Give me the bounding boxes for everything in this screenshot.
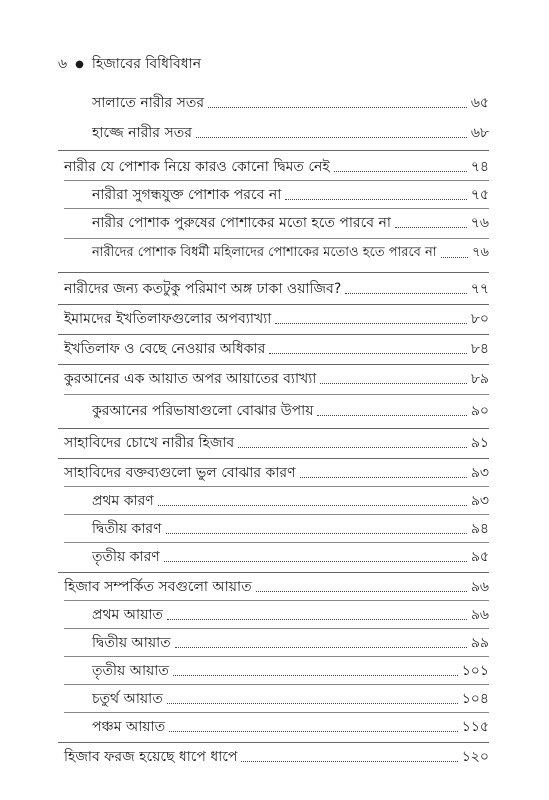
- section-divider: [58, 742, 489, 743]
- leader-dots: [164, 561, 467, 562]
- leader-dots: [441, 257, 469, 258]
- running-header: [58, 52, 201, 76]
- toc-entry-page: ৯৫: [470, 549, 489, 565]
- toc-entry[interactable]: [64, 340, 489, 358]
- toc-entry-label: ইখতিলাফ ও বেছে নেওয়ার অধিকার: [64, 341, 266, 357]
- toc-entry-page: ৭৭: [470, 281, 489, 297]
- bullet-icon: ●: [75, 58, 84, 70]
- leader-dots: [317, 415, 466, 416]
- leader-dots: [320, 383, 466, 384]
- leader-dots: [285, 199, 467, 200]
- section-divider: [64, 600, 489, 601]
- section-divider: [58, 364, 489, 365]
- section-divider: [64, 394, 489, 395]
- toc-entry-label: প্রথম আয়াত: [92, 607, 163, 623]
- section-divider: [64, 656, 489, 657]
- leader-dots: [166, 533, 467, 534]
- toc-entry[interactable]: [92, 548, 489, 566]
- leader-dots: [275, 323, 467, 324]
- leader-dots: [158, 505, 467, 506]
- toc-entry[interactable]: [64, 280, 489, 298]
- leader-dots: [334, 171, 467, 172]
- leader-dots: [175, 647, 467, 648]
- section-divider: [58, 304, 489, 305]
- toc-entry[interactable]: [92, 402, 489, 420]
- toc-entry-label: নারীদের জন্য কতটুকু পরিমাণ অঙ্গ ঢাকা ওয়াজিব?: [64, 281, 342, 297]
- leader-dots: [256, 591, 467, 592]
- toc-entry-page: ৭৪: [470, 159, 489, 175]
- toc-entry-page: ৯৪: [470, 521, 489, 537]
- toc-entry-label: হিজাব সম্পর্কিত সবগুলো আয়াত: [64, 579, 252, 595]
- toc-entry-label: তৃতীয় কারণ: [92, 549, 160, 565]
- leader-dots: [269, 353, 467, 354]
- toc-entry[interactable]: [92, 94, 489, 112]
- toc-entry-page: ৯৬: [470, 579, 489, 595]
- leader-dots: [196, 137, 467, 138]
- toc-entry-label: সাহাবিদের চোখে নারীর হিজাব: [64, 435, 235, 451]
- header-page-number: ৬: [58, 56, 68, 72]
- toc-entry[interactable]: [92, 634, 489, 652]
- toc-entry-label: তৃতীয় আয়াত: [92, 663, 169, 679]
- toc-entry-label: চতুর্থ আয়াত: [92, 691, 163, 707]
- section-divider: [58, 458, 489, 459]
- toc-entry-page: ৭৬: [470, 215, 489, 231]
- toc-entry[interactable]: [92, 520, 489, 538]
- toc-entry-page: ৮৯: [470, 371, 489, 387]
- toc-entry-label: নারীদের পোশাক বিধর্মী মহিলাদের পোশাকের মতোও হতে পারবে না: [92, 245, 437, 260]
- leader-dots: [345, 293, 466, 294]
- toc-entry-page: ৯৬: [470, 607, 489, 623]
- toc-entry-page: ৭৬: [472, 245, 489, 260]
- toc-entry-label: ইমামদের ইখতিলাফগুলোর অপব্যাখ্যা: [64, 311, 272, 327]
- toc-entry-page: ১১৫: [461, 719, 489, 735]
- toc-entry-label: পঞ্চম আয়াত: [92, 719, 166, 735]
- leader-dots: [167, 703, 458, 704]
- leader-dots: [208, 107, 467, 108]
- toc-entry-label: সাহাবিদের বক্তব্যগুলো ভুল বোঝার কারণ: [64, 465, 296, 481]
- toc-entry[interactable]: [64, 370, 489, 388]
- leader-dots: [238, 447, 467, 448]
- section-divider: [58, 150, 489, 151]
- toc-entry-page: ১০১: [461, 663, 489, 679]
- toc-entry[interactable]: [64, 434, 489, 452]
- toc-entry[interactable]: [64, 748, 489, 766]
- toc-entry-page: ৯৩: [470, 465, 489, 481]
- section-divider: [58, 428, 489, 429]
- toc-entry[interactable]: [92, 492, 489, 510]
- toc-entry-page: ১০৪: [461, 691, 489, 707]
- toc-entry[interactable]: [92, 186, 489, 204]
- toc-entry-label: কুরআনের এক আয়াত অপর আয়াতের ব্যাখ্যা: [64, 371, 317, 387]
- toc-entry[interactable]: [92, 214, 489, 232]
- toc-entry-label: দ্বিতীয় কারণ: [92, 521, 162, 537]
- toc-entry-page: ৯১: [470, 435, 489, 451]
- leader-dots: [300, 477, 467, 478]
- leader-dots: [241, 761, 457, 762]
- toc-entry[interactable]: [92, 124, 489, 142]
- section-divider: [64, 514, 489, 515]
- toc-entry-label: নারীর যে পোশাক নিয়ে কারও কোনো দ্বিমত নেই: [64, 159, 330, 175]
- toc-entry[interactable]: [64, 310, 489, 328]
- toc-entry-label: নারীর পোশাক পুরুষের পোশাকের মতো হতে পারবে না: [92, 215, 391, 231]
- toc-entry[interactable]: [92, 690, 489, 708]
- toc-entry-page: ৭৫: [470, 187, 489, 203]
- section-divider: [64, 712, 489, 713]
- toc-entry[interactable]: [64, 578, 489, 596]
- toc-entry-label: দ্বিতীয় আয়াত: [92, 635, 171, 651]
- toc-entry-page: ৮০: [470, 311, 489, 327]
- section-divider: [58, 272, 489, 273]
- leader-dots: [167, 619, 467, 620]
- toc-entry[interactable]: [64, 158, 489, 176]
- leader-dots: [395, 227, 467, 228]
- toc-entry-label: নারীরা সুগন্ধযুক্ত পোশাক পরবে না: [92, 187, 282, 203]
- section-divider: [64, 628, 489, 629]
- header-book-title: হিজাবের বিধিবিধান: [91, 56, 202, 72]
- toc-entry-page: ৯৩: [470, 493, 489, 509]
- toc-entry-page: ৬৮: [470, 125, 489, 141]
- toc-entry-page: ৯৯: [470, 635, 489, 651]
- toc-entry-label: সালাতে নারীর সতর: [92, 95, 205, 111]
- section-divider: [64, 180, 489, 181]
- toc-entry[interactable]: [92, 606, 489, 624]
- toc-entry[interactable]: [92, 244, 489, 262]
- section-divider: [64, 238, 489, 239]
- leader-dots: [169, 731, 458, 732]
- toc-entry-label: প্রথম কারণ: [92, 493, 154, 509]
- toc-entry-page: ৮৪: [470, 341, 489, 357]
- leader-dots: [173, 675, 458, 676]
- toc-entry[interactable]: [92, 662, 489, 680]
- section-divider: [64, 684, 489, 685]
- section-divider: [64, 486, 489, 487]
- section-divider: [64, 542, 489, 543]
- toc-entry-label: কুরআনের পরিভাষাগুলো বোঝার উপায়: [92, 403, 314, 419]
- toc-entry-page: ৯০: [470, 403, 489, 419]
- section-divider: [64, 208, 489, 209]
- toc-entry[interactable]: [92, 718, 489, 736]
- toc-entry-page: ১২০: [461, 749, 489, 765]
- toc-entry-label: হিজাব ফরজ হয়েছে ধাপে ধাপে: [64, 749, 238, 765]
- toc-entry-page: ৬৫: [470, 95, 489, 111]
- toc-entry[interactable]: [64, 464, 489, 482]
- section-divider: [58, 572, 489, 573]
- section-divider: [58, 334, 489, 335]
- toc-entry-label: হাজ্জে নারীর সতর: [92, 125, 192, 141]
